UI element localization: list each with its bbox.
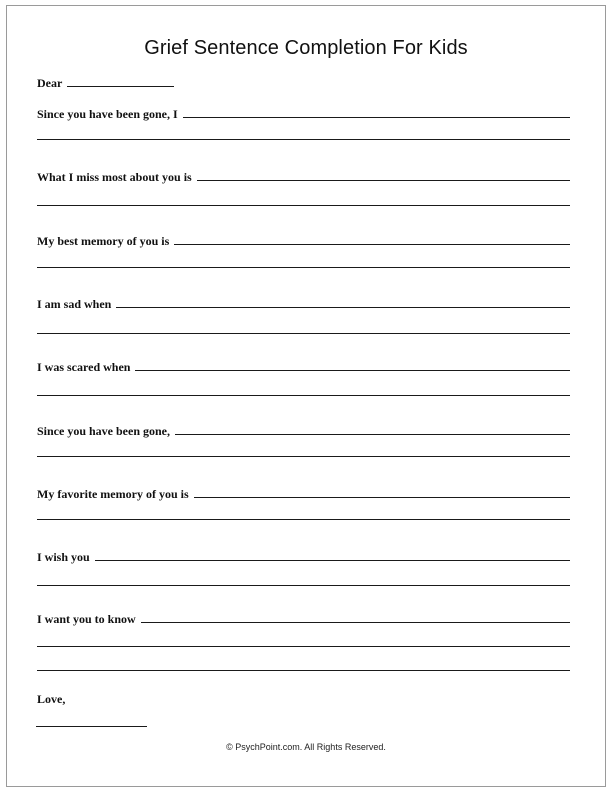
page-title: Grief Sentence Completion For Kids (144, 37, 468, 59)
prompt-label: Since you have been gone, I (37, 107, 178, 121)
answer-blank[interactable] (197, 180, 570, 181)
closing-row (37, 686, 70, 706)
prompt-row (37, 606, 570, 626)
answer-line[interactable] (37, 646, 570, 647)
prompt-label: Since you have been gone, (37, 424, 171, 438)
prompt-label: I was scared when (37, 360, 131, 374)
prompt-label: What I miss most about you is (37, 170, 192, 184)
answer-line[interactable] (37, 267, 570, 268)
answer-line[interactable] (37, 333, 570, 334)
prompt-label: I am sad when (37, 297, 112, 311)
prompt-label: I want you to know (37, 612, 136, 626)
prompt-row (37, 291, 570, 311)
prompt-row (37, 418, 570, 438)
copyright-footer: © PsychPoint.com. All Rights Reserved. (226, 742, 386, 752)
answer-blank[interactable] (135, 370, 570, 371)
greeting-row (37, 70, 174, 90)
answer-blank[interactable] (141, 622, 570, 623)
answer-line[interactable] (37, 205, 570, 206)
closing-label: Love, (37, 692, 66, 706)
answer-line[interactable] (37, 395, 570, 396)
prompt-label: My favorite memory of you is (37, 487, 189, 501)
greeting-label: Dear (37, 76, 63, 90)
answer-blank[interactable] (194, 497, 570, 498)
answer-blank[interactable] (116, 307, 570, 308)
prompt-row (37, 481, 570, 501)
recipient-blank[interactable] (67, 86, 174, 87)
answer-blank[interactable] (174, 244, 570, 245)
answer-line[interactable] (37, 139, 570, 140)
answer-line[interactable] (37, 585, 570, 586)
answer-line[interactable] (37, 456, 570, 457)
answer-line[interactable] (37, 670, 570, 671)
prompt-label: I wish you (37, 550, 90, 564)
prompt-label: My best memory of you is (37, 234, 170, 248)
prompt-row (37, 101, 570, 121)
answer-line[interactable] (37, 519, 570, 520)
prompt-row (37, 164, 570, 184)
prompt-row (37, 354, 570, 374)
signature-line[interactable] (36, 726, 147, 727)
answer-blank[interactable] (183, 117, 570, 118)
answer-blank[interactable] (175, 434, 570, 435)
answer-blank[interactable] (95, 560, 570, 561)
prompt-row (37, 228, 570, 248)
prompt-row (37, 544, 570, 564)
